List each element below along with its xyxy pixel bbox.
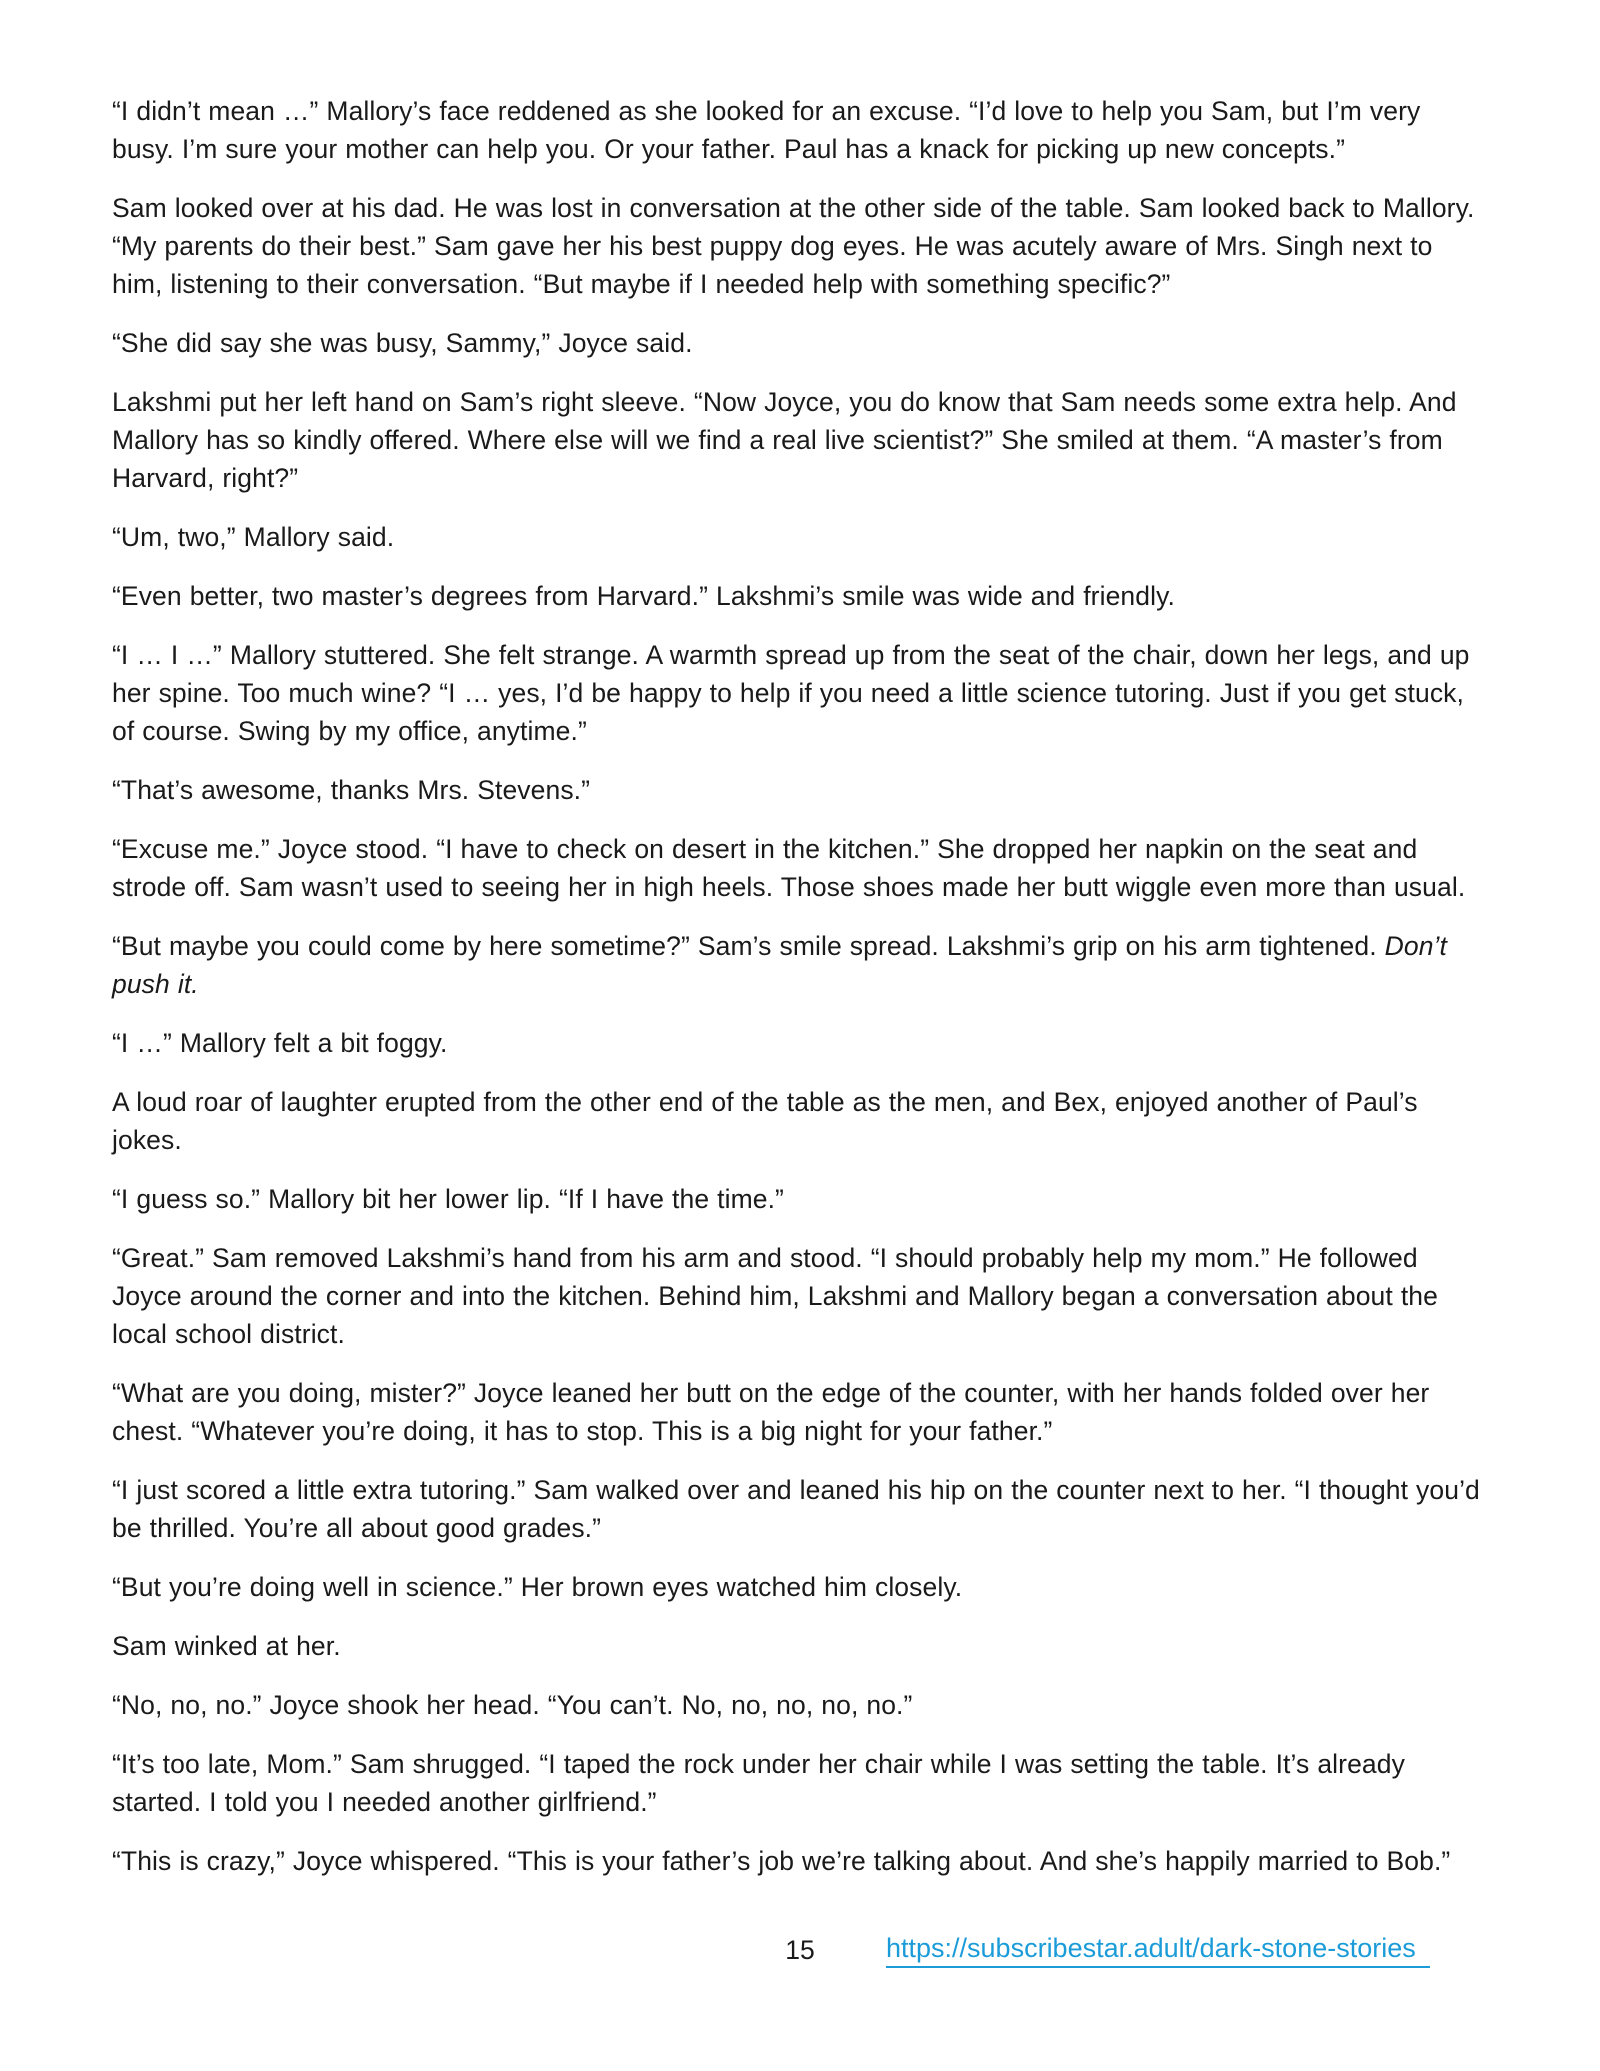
text-run: Lakshmi put her left hand on Sam’s right sleeve. “Now Joyce, you do know that Sam needs some extra help. And Mallory has so kindly offered. Where else will we find a real live scientist?” She smiled at them. “A master’s from Harvard, right?” xyxy=(112,387,1457,493)
paragraph xyxy=(112,1239,1490,1353)
text-run: “That’s awesome, thanks Mrs. Stevens.” xyxy=(112,775,591,805)
paragraph xyxy=(112,1627,1490,1665)
page-footer xyxy=(0,1931,1600,1975)
text-run: “It’s too late, Mom.” Sam shrugged. “I taped the rock under her chair while I was setting the table. It’s already started. I told you I needed another girlfriend.” xyxy=(112,1749,1405,1817)
text-run: “This is crazy,” Joyce whispered. “This is your father’s job we’re talking about. And she’s happily married to Bob.” xyxy=(112,1846,1451,1876)
text-run: A loud roar of laughter erupted from the other end of the table as the men, and Bex, enjoyed another of Paul’s jokes. xyxy=(112,1087,1418,1155)
paragraph xyxy=(112,518,1490,556)
paragraph xyxy=(112,1745,1490,1821)
paragraph xyxy=(112,92,1490,168)
text-run: “I … I …” Mallory stuttered. She felt strange. A warmth spread up from the seat of the chair, down her legs, and up her spine. Too much wine? “I … yes, I’d be happy to help if you need a little science tutoring. Just if you get stuck, of course. Swing by my office, anytime.” xyxy=(112,640,1470,746)
paragraph xyxy=(112,1083,1490,1159)
paragraph xyxy=(112,1374,1490,1450)
paragraph xyxy=(112,324,1490,362)
text-run: “But maybe you could come by here sometime?” Sam’s smile spread. Lakshmi’s grip on his arm tightened. xyxy=(112,931,1385,961)
text-run: “Um, two,” Mallory said. xyxy=(112,522,395,552)
italic-text-run: Don’t push it. xyxy=(112,931,1447,999)
paragraph xyxy=(112,927,1490,1003)
paragraph xyxy=(112,1180,1490,1218)
page-number: 15 xyxy=(785,1935,815,1965)
paragraph xyxy=(112,1686,1490,1724)
subscribestar-link[interactable]: https://subscribestar.adult/dark-stone-stories xyxy=(886,1931,1430,1968)
paragraph xyxy=(112,1842,1490,1880)
text-run: Sam looked over at his dad. He was lost in conversation at the other side of the table. Sam looked back to Mallory. “My parents do their best.” Sam gave her his best puppy dog eyes. He was acutely aware of Mrs. Singh next to him, listening to their conversation. “But maybe if I needed help with something specific?” xyxy=(112,193,1475,299)
paragraph xyxy=(112,1568,1490,1606)
text-run: Sam winked at her. xyxy=(112,1631,341,1661)
text-run: “Great.” Sam removed Lakshmi’s hand from his arm and stood. “I should probably help my mom.” He followed Joyce around the corner and into the kitchen. Behind him, Lakshmi and Mallory began a conversation about the local school district. xyxy=(112,1243,1438,1349)
text-run: “But you’re doing well in science.” Her brown eyes watched him closely. xyxy=(112,1572,963,1602)
paragraphs xyxy=(112,92,1490,1901)
paragraph xyxy=(112,1471,1490,1547)
text-run: “I guess so.” Mallory bit her lower lip. “If I have the time.” xyxy=(112,1184,784,1214)
text-run: “I …” Mallory felt a bit foggy. xyxy=(112,1028,448,1058)
paragraph xyxy=(112,830,1490,906)
paragraph xyxy=(112,636,1490,750)
text-run: “What are you doing, mister?” Joyce leaned her butt on the edge of the counter, with her hands folded over her chest. “Whatever you’re doing, it has to stop. This is a big night for your father.” xyxy=(112,1378,1430,1446)
paragraph xyxy=(112,771,1490,809)
paragraph xyxy=(112,577,1490,615)
text-run: “Excuse me.” Joyce stood. “I have to check on desert in the kitchen.” She dropped her napkin on the seat and strode off. Sam wasn’t used to seeing her in high heels. Those shoes made her butt wiggle even more than usual. xyxy=(112,834,1466,902)
paragraph xyxy=(112,189,1490,303)
text-run: “Even better, two master’s degrees from Harvard.” Lakshmi’s smile was wide and friendly. xyxy=(112,581,1175,611)
paragraph xyxy=(112,1024,1490,1062)
paragraph xyxy=(112,383,1490,497)
text-run: “I didn’t mean …” Mallory’s face reddened as she looked for an excuse. “I’d love to help you Sam, but I’m very busy. I’m sure your mother can help you. Or your father. Paul has a knack for picking up new concepts.” xyxy=(112,96,1421,164)
text-run: “No, no, no.” Joyce shook her head. “You can’t. No, no, no, no, no.” xyxy=(112,1690,913,1720)
text-run: “She did say she was busy, Sammy,” Joyce said. xyxy=(112,328,693,358)
text-run: “I just scored a little extra tutoring.” Sam walked over and leaned his hip on the counter next to her. “I thought you’d be thrilled. You’re all about good grades.” xyxy=(112,1475,1480,1543)
